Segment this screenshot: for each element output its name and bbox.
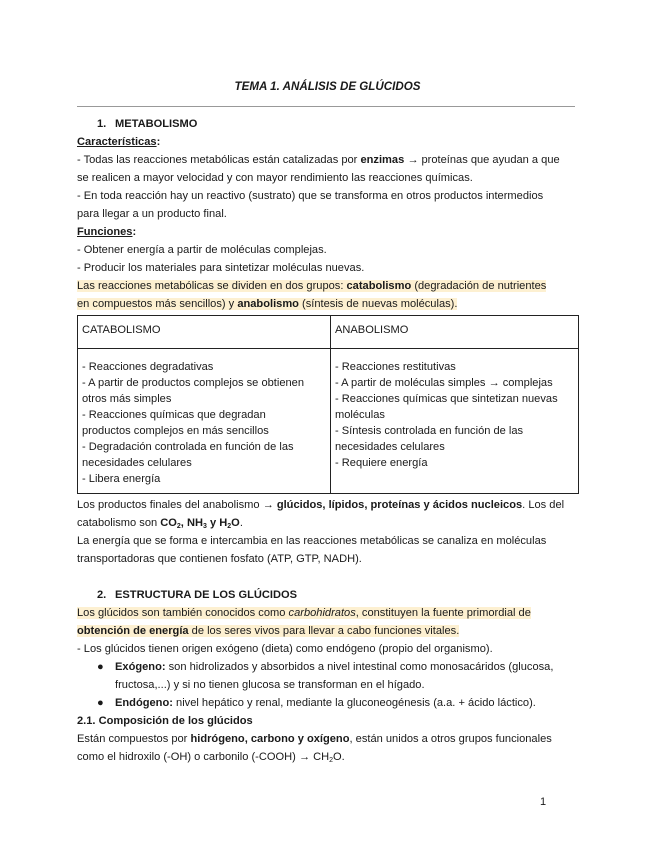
highlight-division-2: en compuestos más sencillos) y anabolismo (síntesis de nuevas moléculas). (77, 298, 458, 310)
energia-paragraph-cont: transportadoras que contienen fosfato (ATP, GTP, NADH). (77, 553, 362, 565)
origen-line: - Los glúcidos tienen origen exógeno (dieta) como endógeno (propio del organismo). (77, 643, 493, 655)
anabolismo-header: ANABOLISMO (331, 316, 579, 349)
catabolismo-line: necesidades celulares (82, 457, 192, 469)
table-header-row (78, 316, 579, 349)
funcion-1: - Obtener energía a partir de moléculas complejas. (77, 244, 327, 256)
section-2-title: ESTRUCTURA DE LOS GLÚCIDOS (115, 589, 298, 601)
metabolism-comparison-table (77, 315, 579, 494)
composicion-line-cont: como el hidroxilo (-OH) o carbonilo (-COOH) → $CH_2O$. (77, 751, 345, 764)
bullet-exogeno-cont: fructosa,...) y si no tienen glucosa se transforman en el hígado. (115, 679, 425, 691)
catabolismo-line: - Reacciones químicas que degradan (82, 409, 266, 421)
page-number: 1 (540, 796, 547, 808)
highlight-division-1: Las reacciones metabólicas se dividen en dos grupos: catabolismo (degradación de nutrientes (77, 280, 547, 292)
bullet-dot-icon: ● (97, 697, 104, 709)
composicion-line: Están compuestos por hidrógeno, carbono y oxígeno, están unidos a otros grupos funcionales (77, 733, 552, 745)
catabolismo-line: productos complejos en más sencillos (82, 425, 269, 437)
catabolismo-line: - A partir de productos complejos se obtienen (82, 377, 305, 389)
anabolismo-line: necesidades celulares (335, 441, 445, 453)
anabolismo-line: - Síntesis controlada en función de las (335, 425, 524, 437)
section-spacer (77, 568, 577, 586)
productos-finales-cont: catabolismo son $CO_2$, $NH_3$ y $H_2O$. (77, 517, 243, 530)
bullet-endogeno: ● Endógeno: nivel hepático y renal, mediante la gluconeogénesis (a.a. + ácido láctico). (77, 694, 577, 712)
document-title: TEMA 1. ANÁLISIS DE GLÚCIDOS (234, 80, 421, 93)
caracteristica-2: - En toda reacción hay un reactivo (sustrato) que se transforma en otros productos intermedios (77, 190, 544, 202)
catabolismo-line: otros más simples (82, 393, 172, 405)
funcion-2: - Producir los materiales para sintetizar moléculas nuevas. (77, 262, 365, 274)
energia-paragraph: La energía que se forma e intercambia en las reacciones metabólicas se canaliza en moléculas (77, 535, 547, 547)
section-1-title: METABOLISMO (115, 118, 198, 130)
section-1-heading (77, 115, 577, 133)
title-divider (77, 106, 575, 107)
caracteristica-1: - Todas las reacciones metabólicas están catalizadas por enzimas → proteínas que ayudan a que (77, 154, 560, 166)
catabolismo-line: - Degradación controlada en función de las (82, 441, 294, 453)
catabolismo-line: - Libera energía (82, 473, 161, 485)
catabolismo-header: CATABOLISMO (78, 316, 331, 349)
caracteristica-1-cont: se realicen a mayor velocidad y con mayor rendimiento las reacciones químicas. (77, 172, 473, 184)
anabolismo-line: - Requiere energía (335, 457, 428, 469)
caracteristica-2-cont: para llegar a un producto final. (77, 208, 227, 220)
bullet-dot-icon: ● (97, 661, 104, 673)
catabolismo-line: - Reacciones degradativas (82, 361, 214, 373)
section-1-number: 1. (97, 118, 107, 130)
table-row (78, 349, 579, 494)
funciones-label: Funciones: (77, 226, 137, 238)
catabolismo-cell (78, 349, 331, 494)
bullet-exogeno: ● Exógeno: son hidrolizados y absorbidos a nivel intestinal como monosacáridos (glucosa, (77, 658, 577, 676)
anabolismo-line: - Reacciones químicas que sintetizan nuevas (335, 393, 558, 405)
section-2-heading (77, 586, 577, 604)
section-2-number: 2. (97, 589, 107, 601)
highlight-glucidos-2: obtención de energía de los seres vivos para llevar a cabo funciones vitales. (77, 625, 460, 637)
anabolismo-line: - Reacciones restitutivas (335, 361, 456, 373)
highlight-glucidos-1: Los glúcidos son también conocidos como carbohidratos, constituyen la fuente primordial de (77, 607, 531, 619)
document-body (77, 115, 577, 766)
anabolismo-line: - A partir de moléculas simples → complejas (335, 377, 553, 389)
productos-finales: Los productos finales del anabolismo → glúcidos, lípidos, proteínas y ácidos nucleicos. Los del (77, 499, 565, 511)
anabolismo-line: moléculas (335, 409, 385, 421)
subsection-2-1-heading: 2.1. Composición de los glúcidos (77, 715, 253, 727)
caracteristicas-label: Características: (77, 136, 161, 148)
anabolismo-cell (331, 349, 579, 494)
